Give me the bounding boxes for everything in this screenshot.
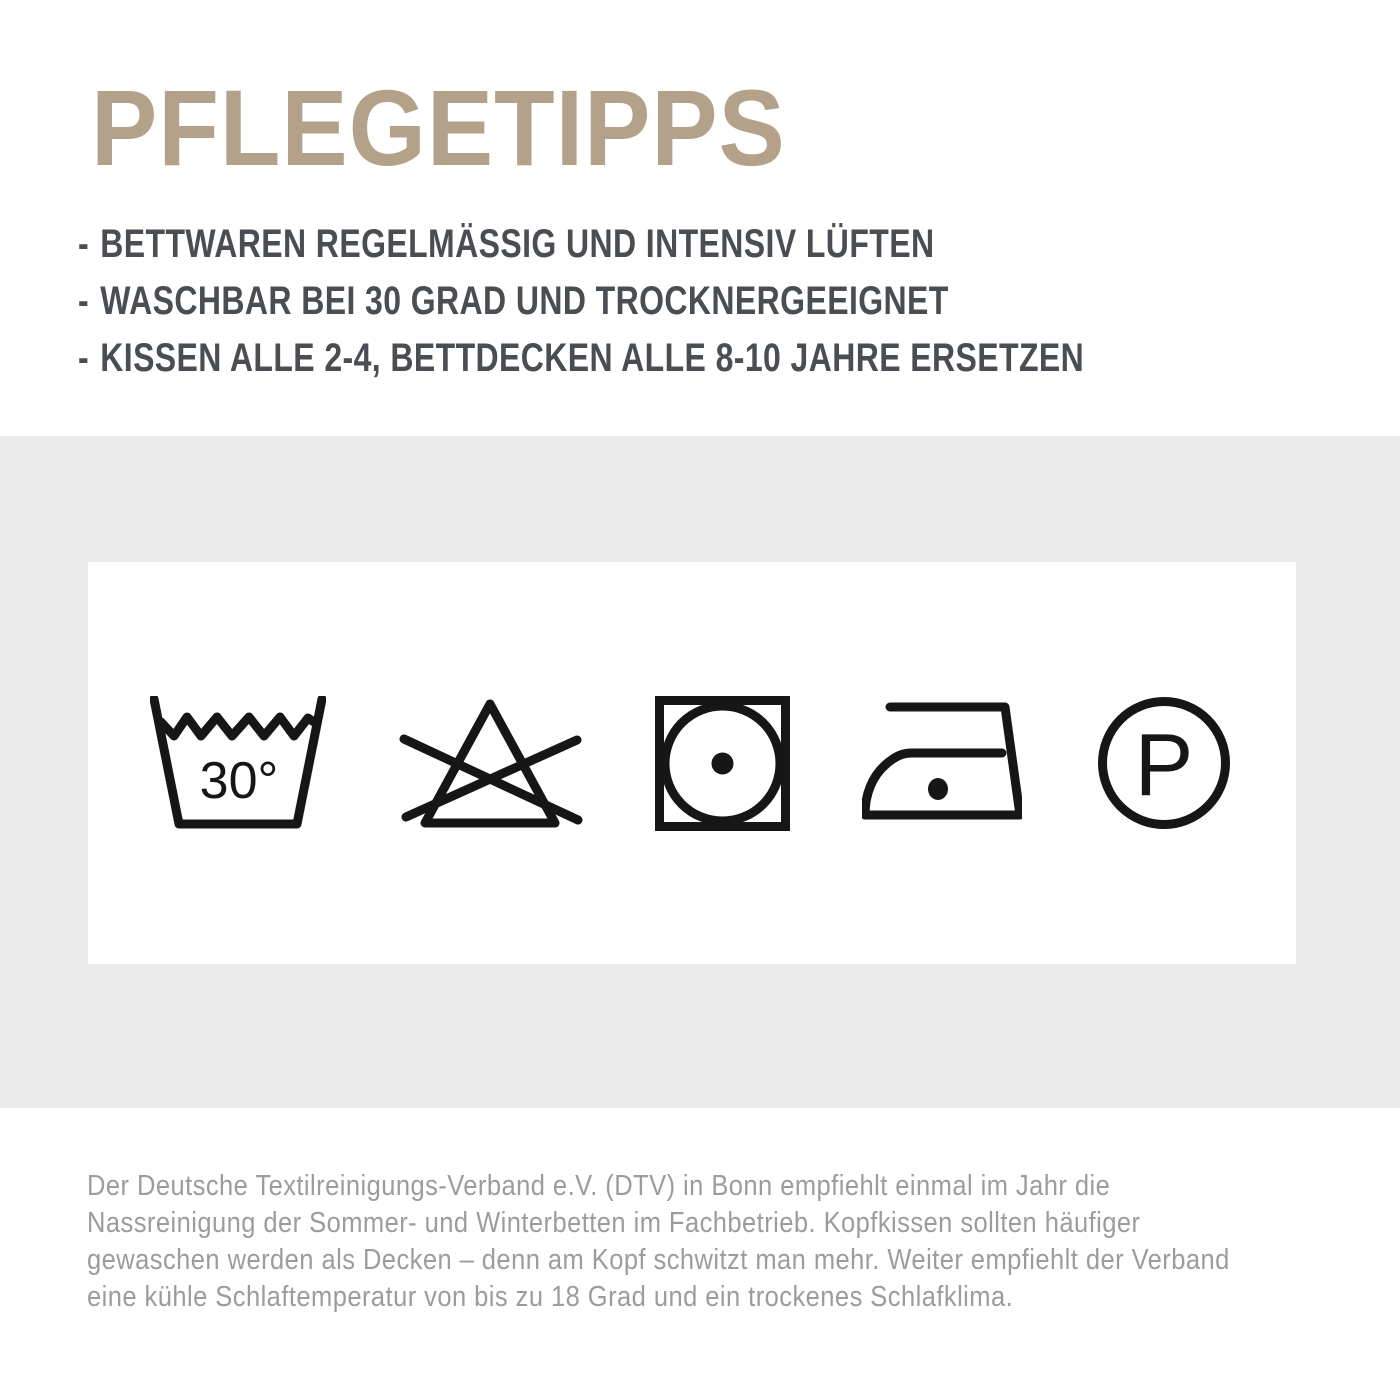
page-title: PFLEGETIPPS — [91, 67, 786, 188]
tip-line-air-bedding — [78, 216, 1084, 273]
wash-30-degrees-icon — [150, 696, 326, 831]
professional-cleaning-p-icon — [1094, 693, 1234, 833]
tip-text: KISSEN ALLE 2-4, BETTDECKEN ALLE 8-10 JAHRE ERSETZEN — [100, 336, 1085, 380]
tip-text: BETTWAREN REGELMÄSSIG UND INTENSIV LÜFTEN — [100, 222, 935, 266]
do-not-bleach-icon — [398, 696, 583, 831]
tip-dash: - — [78, 222, 90, 266]
professional-cleaning-letter: P — [1134, 715, 1194, 814]
footer-line: eine kühle Schlaftemperatur von bis zu 18 Grad und ein trockenes Schlafklima. — [87, 1281, 1014, 1313]
footer-line: gewaschen werden als Decken – denn am Kopf schwitzt man mehr. Weiter empfiehlt der Verband — [87, 1244, 1230, 1276]
wash-temperature-label: 30° — [199, 751, 279, 810]
footer-line: Nassreinigung der Sommer- und Winterbetten im Fachbetrieb. Kopfkissen sollten häufiger — [87, 1207, 1141, 1239]
footer-line: Der Deutsche Textilreinigungs-Verband e.V. (DTV) in Bonn empfiehlt einmal im Jahr die — [87, 1170, 1111, 1202]
iron-one-dot-icon — [862, 701, 1022, 826]
tumble-dry-normal-icon — [655, 696, 790, 831]
footer-paragraph — [87, 1168, 1230, 1316]
tip-dash: - — [78, 279, 90, 323]
care-tips-list — [78, 216, 1084, 387]
tip-line-replace-cycle — [78, 330, 1084, 387]
tip-dash: - — [78, 336, 90, 380]
tip-text: WASCHBAR BEI 30 GRAD UND TROCKNERGEEIGNET — [100, 279, 949, 323]
tip-line-washable-30 — [78, 273, 1084, 330]
care-symbols-panel — [88, 562, 1296, 964]
